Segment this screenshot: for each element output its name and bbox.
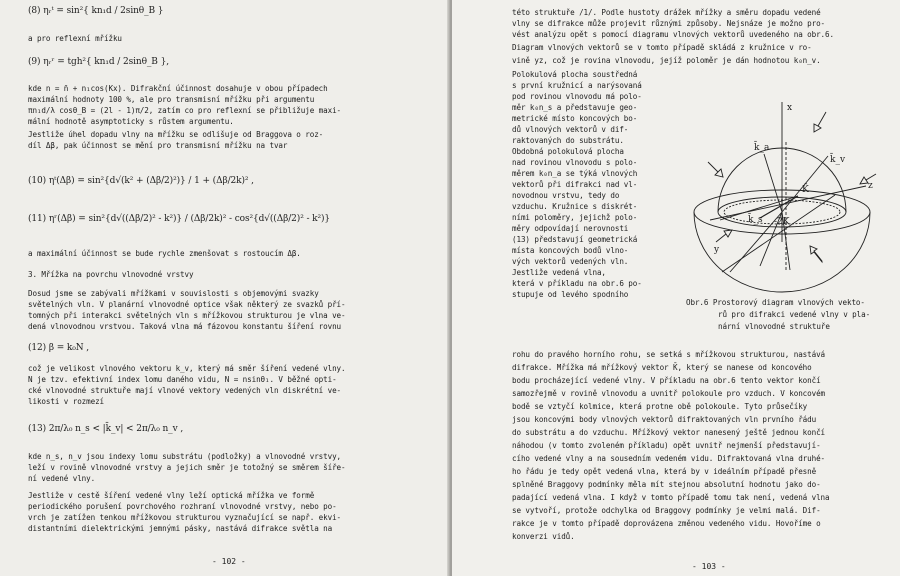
text-line: difrakce. Mřížka má mřížkový vektor K̄, který se nanese od koncového — [512, 363, 812, 372]
text-line: kde n_s, n_v jsou indexy lomu substrátu (podložky) a vlnovodné vrstvy, — [28, 452, 342, 461]
page-number: - 102 - — [212, 557, 246, 566]
equation-8: (8) ηᵣᵗ = sin²{ kn₁d / 2sinθ_B } — [28, 6, 164, 16]
text-line: rohu do pravého horního rohu, se setká s mřížkovou strukturou, nastává — [512, 350, 826, 359]
text-line: vrch je zatížen tenkou mřížkovou strukturou vyznačující se např. ekvi- — [28, 513, 342, 522]
text-line: Dosud jsme se zabývali mřížkami v souvislosti s objemovými svazky — [28, 289, 319, 298]
text-line: leží v rovině vlnovodné vrstvy a jejich směr je totožný se směrem šíře- — [28, 463, 346, 472]
vector-kv — [782, 156, 828, 212]
text-line: samozřejmě v rovině vlnovodu a uvnitř polokoule pro vzduch. V koncovém — [512, 389, 826, 398]
text-line: měry odpovídají nerovnosti — [512, 224, 629, 233]
text-line: vektorů při difrakci nad vl- — [512, 180, 638, 189]
text-line: bodu procházející vedené vlny. V příkladu na obr.6 tento vektor končí — [512, 376, 821, 385]
arrow-bottom — [810, 246, 822, 262]
text-line: ho řádu je tedy opět vedená vlna, která by v ideálním případě přesně — [512, 467, 817, 476]
text-line: se vytvoří, protože odchylka od Braggovy podmínky je velmi malá. Dif- — [512, 506, 821, 515]
text-line: maximální hodnoty 100 %, ale pro transmisní mřížku při argumentu — [28, 95, 315, 104]
wave-vector-diagram — [690, 92, 890, 302]
label-y: y — [714, 245, 720, 255]
equation-12: (12) β = k₀N , — [28, 343, 90, 353]
label-ka: k̄_a — [754, 143, 770, 153]
text-line: Jestliže v cestě šíření vedené vlny leží optická mřížka ve formě — [28, 491, 315, 500]
text-line: s první kružnicí a narýsovaná — [512, 81, 642, 90]
text-reflexni: a pro reflexní mřížku — [28, 34, 122, 43]
text-line: mální hodnotě asymptoticky s růstem argumentu. — [28, 117, 234, 126]
label-K: K̄ — [802, 185, 809, 195]
text-line: místa koncových bodů vlno- — [512, 246, 629, 255]
equation-13: (13) 2π/λ₀ n_s < |k̄_v| < 2π/λ₀ n_v , — [28, 424, 184, 434]
text-line: novodnou vrstvu, tedy do — [512, 191, 620, 200]
text-line: cké vlnovodné struktuře mají vlnové vektory vedených vln diskrétní ve- — [28, 386, 342, 395]
text-line: distantními dielektrickými jemnými pásky, nastává difrakce světla na — [28, 524, 333, 533]
section-heading: 3. Mřížka na povrchu vlnovodné vrstvy — [28, 270, 194, 279]
text-line: Diagram vlnových vektorů se v tomto případě skládá z kružnice v ro- — [512, 43, 812, 52]
text-line: vést analýzu opět s pomocí diagramu vlnových vektorů uvedeného na obr.6. — [512, 30, 834, 39]
text-line: metrické místo koncových bo- — [512, 114, 638, 123]
text-line: vzduchu. Kružnice s diskrét- — [512, 202, 638, 211]
text-line: periodického porušení povrchového rozhraní vlnovodné vrstvy, nebo po- — [28, 502, 337, 511]
equation-9: (9) ηᵣʳ = tgh²{ kn₁d / 2sinθ_B }, — [28, 57, 169, 67]
text-line: ní vedené vlny. — [28, 474, 96, 483]
text-line: dená vlnovodnou vrstvou. Taková vlna má fázovou konstantu šíření rovnu — [28, 322, 342, 331]
text-line: Jestliže vedená vlna, — [512, 268, 606, 277]
text-line: padající vedená vlna. I když v tomto případě tomu tak není, vedená vlna — [512, 493, 830, 502]
arrow-top-right — [814, 112, 826, 132]
text-line: pod rovinou vlnovodu má polo- — [512, 92, 642, 101]
text-line: πn₁d/λ cosθ_B = (2l - 1)π/2, zatím co pro reflexní se přibližuje maxi- — [28, 106, 342, 115]
arrow-left — [716, 230, 732, 242]
text-line: (13) představují geometrická — [512, 235, 638, 244]
text-line: tomných při interakci světelných vln s mřížkovou strukturou je vlna ve- — [28, 311, 346, 320]
text-line: do substrátu a do vzduchu. Mřížkový vektor nanesený ještě jednou končí — [512, 428, 826, 437]
text-line: Obdobná polokulová plocha — [512, 147, 624, 156]
label-kv: k̄_v — [830, 155, 846, 165]
text-line: ními poloměry, jejichž polo- — [512, 213, 638, 222]
text-line: rakce je v tomto případě doprovázena změnou vedeného vidu. Hovoříme o — [512, 519, 821, 528]
text-line: světelných vln. V planární vlnovodné optice však některý ze svazků pří- — [28, 300, 346, 309]
text-line: likosti v rozmezí — [28, 397, 105, 406]
right-page — [452, 0, 900, 576]
text-line: splněné Braggovy podmínky měla mít stejnou absolutní hodnotu jako do- — [512, 480, 821, 489]
text-line: Jestliže úhel dopadu vlny na mřížku se odlišuje od Braggova o roz- — [28, 130, 324, 139]
text-line: měrem k₀n_a se týká vlnových — [512, 169, 638, 178]
caption-line: nární vlnovodné struktuře — [718, 322, 830, 331]
text-line: což je velikost vlnového vektoru k_v, který má směr šíření vedené vlny. — [28, 364, 346, 373]
text-line: dů vlnových vektorů v dif- — [512, 125, 629, 134]
page-number: - 103 - — [692, 562, 726, 571]
text-line: měr k₀n_s a představuje geo- — [512, 103, 638, 112]
text-line: konverzi vidů. — [512, 532, 575, 541]
text-line: této struktuře /1/. Podle hustoty drážek mřížky a směru dopadu vedené — [512, 8, 821, 17]
text-line: cího vedené vlny a na sousedním vedeném vidu. Difraktovaná vlna druhé- — [512, 454, 826, 463]
label-minus-2k: -2K — [774, 217, 790, 227]
vector-minus-2k — [760, 196, 798, 218]
text-line: vých vektorů vedených vln. — [512, 257, 629, 266]
text-line: jsou koncovými body vlnových vektorů difraktovaných vln prvního řádu — [512, 415, 817, 424]
text-line: nad rovinou vlnovodu s polo- — [512, 158, 638, 167]
text-line: která v příkladu na obr.6 po- — [512, 279, 642, 288]
text-max-efficiency: a maximální účinnost se bude rychle zmenšovat s rostoucím Δβ. — [28, 249, 301, 258]
text-line: díl Δβ, pak účinnost se mění pro transmisní mřížku na tvar — [28, 141, 288, 150]
equation-10: (10) ηᵗ(Δβ) = sin²{d√(k² + (Δβ/2)²)} / 1 + (Δβ/2k)² , — [28, 176, 254, 186]
text-line: vlny se difrakce může projevit různými způsoby. Nejsnáze je možno pro- — [512, 19, 826, 28]
text-line: bodě se vztyčí kolmice, která protne obě polokoule. Tyto průsečíky — [512, 402, 808, 411]
text-line: náhodou (v tomto zvoleném příkladu) opět uvnitř nejmenší představují- — [512, 441, 821, 450]
text-line: stupuje od levého spodního — [512, 290, 629, 299]
y-axis — [722, 195, 835, 272]
label-ks: k̄_s — [748, 215, 763, 225]
label-z: z — [868, 181, 873, 191]
text-line: kde n = n̄ + n₁cos(Kx). Difrakční účinnost dosahuje v obou případech — [28, 84, 328, 93]
text-line: raktovaných do substrátu. — [512, 136, 624, 145]
label-x: x — [787, 103, 793, 113]
arrow-top-left — [708, 162, 723, 177]
text-line: N je tzv. efektivní index lomu daného vidu, N = nsinθ₁. V běžné opti- — [28, 375, 337, 384]
text-line: vině yz, což je rovina vlnovodu, jejíž poloměr je dán hodnotou k₀n_v. — [512, 56, 821, 65]
caption-line: rů pro difrakci vedené vlny v pla- — [718, 310, 871, 319]
caption-line: Obr.6 Prostorový diagram vlnových vekto- — [686, 298, 865, 307]
text-line: Polokulová plocha soustředná — [512, 70, 638, 79]
equation-11: (11) ηʳ(Δβ) = sin²{d√((Δβ/2)² - k²)} / (Δβ/2k)² - cos²{d√((Δβ/2)² - k²)} — [28, 214, 331, 224]
